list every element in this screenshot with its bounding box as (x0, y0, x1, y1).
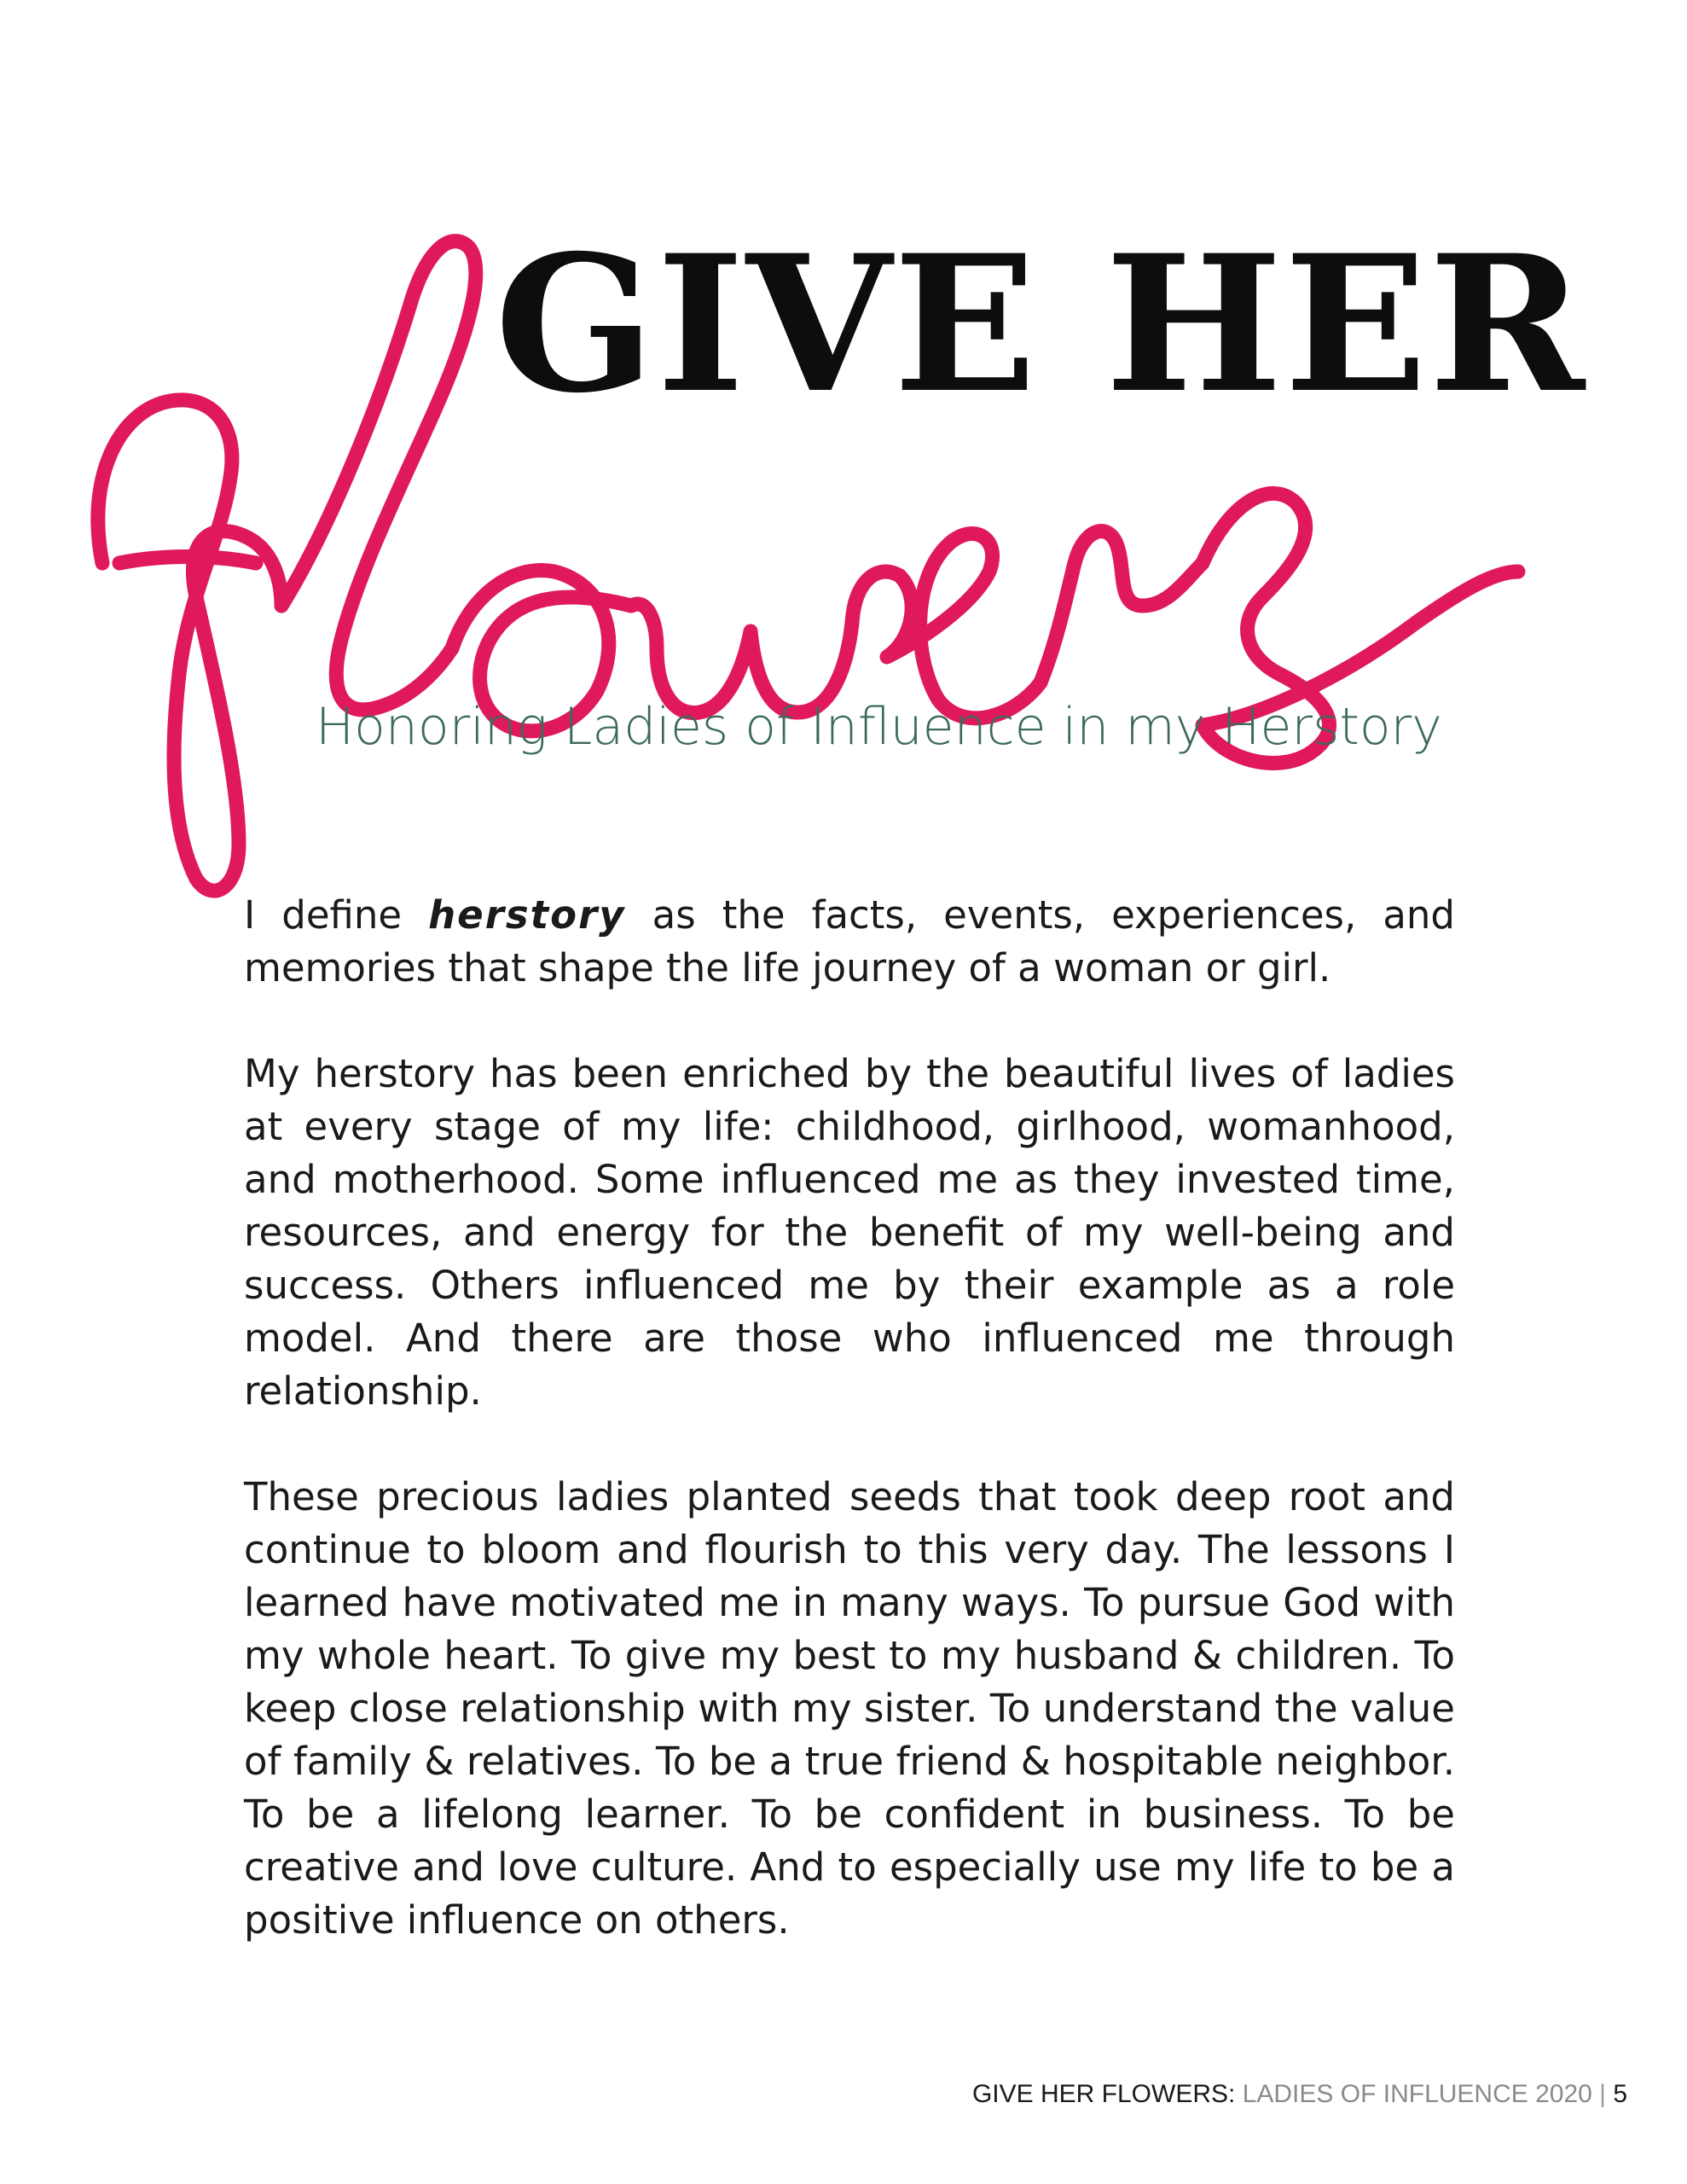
footer-title: GIVE HER FLOWERS: (971, 2080, 1236, 2108)
paragraph-1-rest: as the facts, events, experiences, and memories that shape the life journey of a woman or girl. (244, 892, 1455, 990)
paragraph-3: These precious ladies planted seeds that took deep root and continue to bloom and flourish to this very day. The lessons I learned have motivated me in many ways. To pursue God with my whole heart. To give my best to my husband & children. To keep close relationship with my sister. To understand the value of family & relatives. To be a true friend & hospitable neighbor. To be a lifelong learner. To be confident in business. To be creative and love culture. And to especially use my life to be a positive influence on others. (244, 1474, 1455, 1943)
subtitle: Honoring Ladies of Influence in my Herstory (316, 697, 1442, 757)
body-text (244, 889, 1455, 2000)
paragraph-2: My herstory has been enriched by the beautiful lives of ladies at every stage of my life: childhood, girlhood, womanhood, and motherhood. Some influenced me as they invested time, resources, and energy for the benefit of my well-being and success. Others influenced me by their example as a role model. And there are those who influenced me through relationship. (244, 1051, 1455, 1414)
footer-subtitle: LADIES OF INFLUENCE 2020 (1235, 2080, 1592, 2108)
paragraph-1-prefix: I define (244, 892, 429, 938)
page-number: 5 (1613, 2080, 1627, 2108)
page-footer (972, 2082, 1627, 2107)
paragraph-1 (244, 889, 1455, 995)
herstory-emphasis: herstory (428, 892, 626, 938)
give-her-title: GIVE HER (495, 213, 1587, 434)
footer-separator: | (1591, 2080, 1614, 2108)
